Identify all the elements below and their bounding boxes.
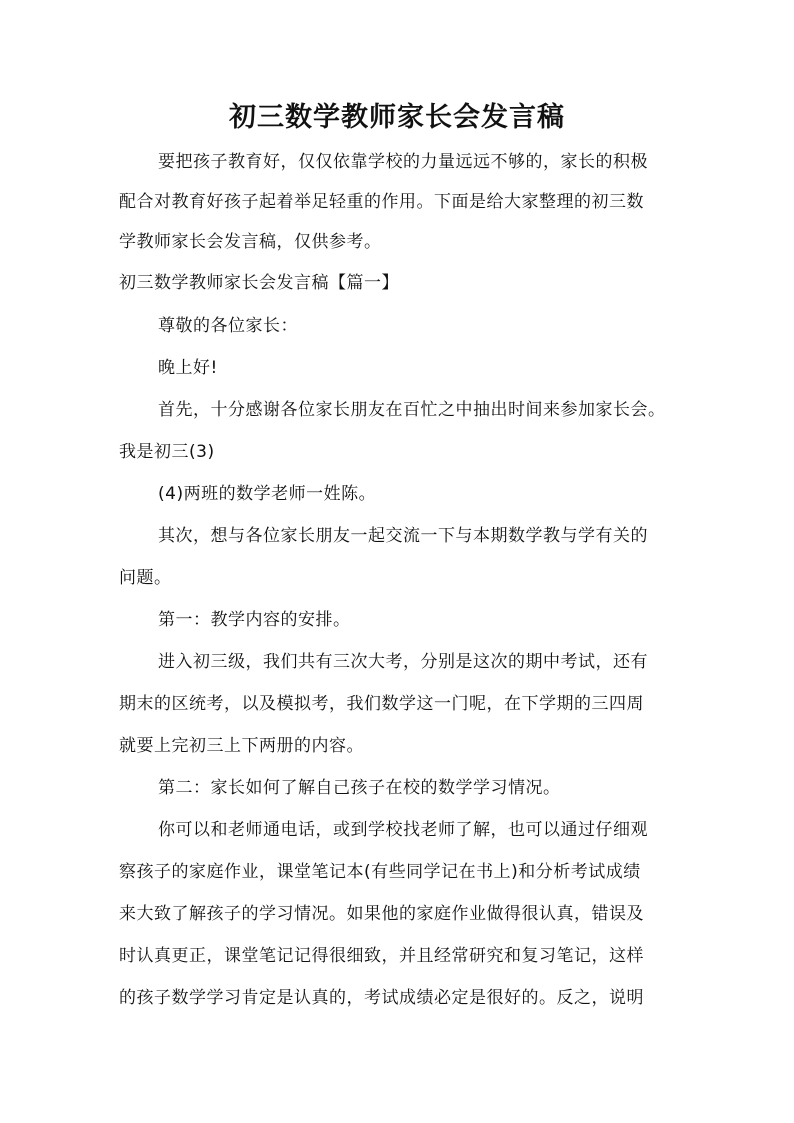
paragraph-line: 问题。 (119, 568, 172, 588)
paragraph-line: 首先，十分感谢各位家长朋友在百忙之中抽出时间来参加家长会。 (158, 400, 666, 420)
document-title: 初三数学教师家长会发言稿 (229, 102, 565, 133)
paragraph-line: 我是初三(3) (119, 442, 215, 462)
salutation: 尊敬的各位家长： (158, 316, 298, 336)
paragraph-line: 你可以和老师通电话，或到学校找老师了解，也可以通过仔细观 (158, 820, 648, 840)
paragraph-line: 察孩子的家庭作业，课堂笔记本(有些同学记在书上)和分析考试成绩 (119, 862, 641, 882)
paragraph-line: (4)两班的数学老师一姓陈。 (158, 484, 377, 504)
paragraph-line: 就要上完初三上下两册的内容。 (119, 736, 364, 756)
paragraph-line: 进入初三级，我们共有三次大考，分别是这次的期中考试，还有 (158, 652, 648, 672)
paragraph-line: 时认真更正，课堂笔记记得很细致，并且经常研究和复习笔记，这样 (119, 946, 644, 966)
paragraph-line: 第一：教学内容的安排。 (158, 610, 351, 630)
paragraph-line: 的孩子数学学习肯定是认真的，考试成绩必定是很好的。反之，说明 (119, 988, 644, 1008)
greeting: 晚上好! (158, 358, 218, 378)
paragraph-line: 来大致了解孩子的学习情况。如果他的家庭作业做得很认真，错误及 (119, 904, 644, 924)
paragraph-line: 学教师家长会发言稿，仅供参考。 (119, 232, 382, 252)
paragraph-line: 配合对教育好孩子起着举足轻重的作用。下面是给大家整理的初三数 (119, 192, 644, 212)
section-heading: 初三数学教师家长会发言稿【篇一】 (119, 273, 399, 293)
paragraph-line: 其次，想与各位家长朋友一起交流一下与本期数学教与学有关的 (158, 526, 648, 546)
paragraph-line: 期末的区统考，以及模拟考，我们数学这一门呢，在下学期的三四周 (119, 694, 644, 714)
paragraph-line: 第二：家长如何了解自己孩子在校的数学学习情况。 (158, 778, 561, 798)
paragraph-line: 要把孩子教育好，仅仅依靠学校的力量远远不够的，家长的积极 (158, 152, 648, 172)
